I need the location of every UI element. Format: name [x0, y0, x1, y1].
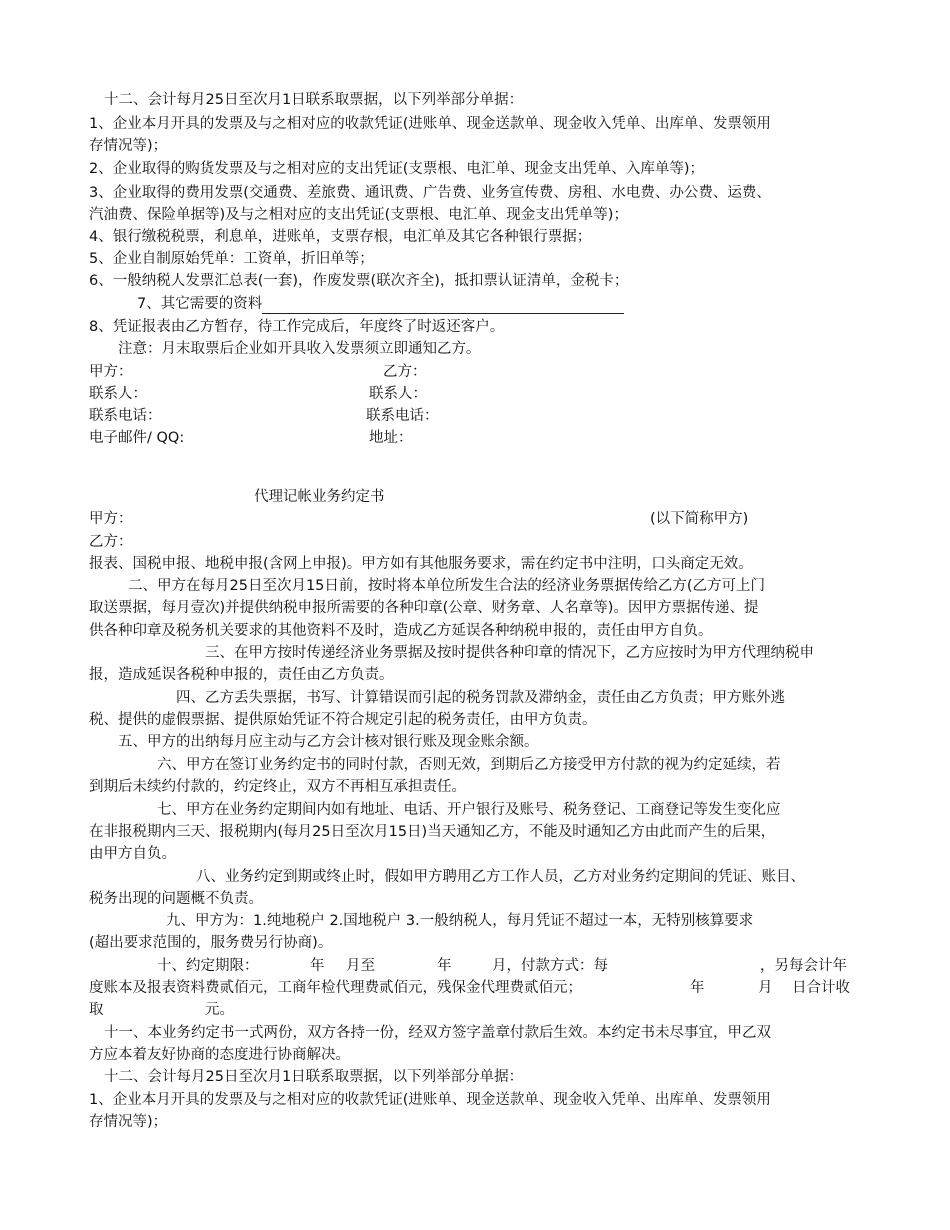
blank-month: 月至 — [346, 958, 375, 974]
clause-text: 七、甲方在业务约定期间内如有地址、电话、开户银行及账号、税务登记、工商登记等发生变化应 — [157, 802, 781, 818]
clause-text: 税、提供的虚假票据、提供原始凭证不符合规定引起的税务责任，由甲方负责。 — [89, 712, 597, 728]
list-item: 4、银行缴税税票，利息单，进账单，支票存根，电汇单及其它各种银行票据； — [89, 229, 592, 245]
note: 注意：月末取票后企业如开具收入发票须立即通知乙方。 — [118, 341, 481, 357]
clause-text: (超出要求范围的，服务费另行协商)。 — [89, 935, 333, 951]
clause-text: 五、甲方的出纳每月应主动与乙方会计核对银行账及现金账余额。 — [118, 734, 539, 750]
contract-party-a: 甲方： — [89, 511, 133, 527]
clause-text: 取 — [89, 1002, 104, 1018]
clause-text: 四、乙方丢失票据，书写、计算错误而引起的税务罚款及滞纳金，责任由乙方负责；甲方账外逃 — [176, 690, 785, 706]
email-a-label: 电子邮件/ QQ: — [89, 430, 185, 446]
list-item: 汽油费、保险单据等)及与之相对应的支出凭证(支票根、电汇单、现金支出凭单等)； — [89, 207, 628, 223]
blank-year: 年 — [310, 958, 325, 974]
list-item: 存情况等)； — [89, 138, 168, 154]
clause-text: 由甲方自负。 — [89, 846, 176, 862]
clause-text: 十一、本业务约定书一式两份，双方各持一份，经双方签字盖章付款后生效。本约定书未尽事宜，甲乙双 — [104, 1025, 771, 1041]
clause-text: 报，造成延误各税种申报的，责任由乙方负责。 — [89, 667, 394, 683]
clause-text: 月，付款方式：每 — [492, 958, 608, 974]
list-item: 5、企业自制原始凭单：工资单，折旧单等； — [89, 251, 374, 267]
clause-text: 度账本及报表资料费贰佰元，工商年检代理费贰佰元，残保金代理费贰佰元； — [89, 980, 582, 996]
clause-text: 元。 — [205, 1002, 234, 1018]
contact-a-label: 联系人： — [89, 386, 147, 402]
contract-party-a-note: (以下简称甲方) — [650, 511, 749, 527]
list-item: 8、凭证报表由乙方暂存，待工作完成后，年度终了时返还客户。 — [89, 319, 505, 335]
party-b-label: 乙方： — [383, 364, 427, 380]
list-item: 1、企业本月开具的发票及与之相对应的收款凭证(进账单、现金送款单、现金收入凭单、出库单、发票领用 — [89, 116, 771, 132]
list-item: 3、企业取得的费用发票(交通费、差旅费、通讯费、广告费、业务宣传费、房租、水电费、办公费、运费、 — [89, 185, 771, 201]
clause-text: 六、甲方在签订业务约定书的同时付款，否则无效，到期后乙方接受甲方付款的视为约定延续，若 — [157, 757, 781, 773]
contract-party-b: 乙方： — [89, 534, 133, 550]
phone-a-label: 联系电话： — [89, 408, 162, 424]
blank-year: 年 — [437, 958, 452, 974]
clause-text: 九、甲方为：1.纯地税户 2.国地税户 3.一般纳税人，每月凭证不超过一本，无特别核算要求 — [166, 913, 754, 929]
clause-text: 到期后未续约付款的，约定终止，双方不再相互承担责任。 — [89, 779, 466, 795]
clause-text: 在非报税期内三天、报税期内(每月25日至次月15日)当天通知乙方，不能及时通知乙方由此而产生的后果， — [89, 824, 776, 840]
clause-text: 十、约定期限： — [157, 958, 259, 974]
list-item: 6、一般纳税人发票汇总表(一套)，作废发票(联次齐全)，抵扣票认证清单，金税卡； — [89, 273, 629, 289]
clause-text: ，另每会计年 — [760, 958, 847, 974]
clause-text: 日合计收 — [792, 980, 850, 996]
list-item — [137, 294, 624, 314]
clause-text: 供各种印章及税务机关要求的其他资料不及时，造成乙方延误各种纳税申报的，责任由甲方自负。 — [89, 623, 713, 639]
contact-b-label: 联系人： — [369, 386, 427, 402]
list-item: 存情况等)； — [89, 1114, 168, 1130]
clause-text: 报表、国税申报、地税申报(含网上申报)。甲方如有其他服务要求，需在约定书中注明，口头商定无效。 — [89, 556, 753, 572]
clause-text: 方应本着友好协商的态度进行协商解决。 — [89, 1047, 350, 1063]
list-item-label: 7、其它需要的资料 — [137, 296, 263, 312]
list-item: 2、企业取得的购货发票及与之相对应的支出凭证(支票根、电汇单、现金支出凭单、入库单等)； — [89, 161, 705, 177]
blank-year: 年 — [690, 980, 705, 996]
phone-b-label: 联系电话： — [366, 408, 439, 424]
fill-line — [262, 299, 624, 314]
address-b-label: 地址： — [369, 430, 413, 446]
clause-text: 八、业务约定到期或终止时，假如甲方聘用乙方工作人员，乙方对业务约定期间的凭证、账目、 — [196, 869, 805, 885]
clause-text: 二、甲方在每月25日至次月15日前，按时将本单位所发生合法的经济业务票据传给乙方(乙方可上门 — [128, 578, 766, 594]
clause-text: 取送票据，每月壹次)并提供纳税申报所需要的各种印章(公章、财务章、人名章等)。因甲方票据传递、提 — [89, 600, 759, 616]
clause-text: 税务出现的问题概不负责。 — [89, 891, 263, 907]
section-heading: 十二、会计每月25日至次月1日联系取票据，以下列举部分单据： — [104, 1069, 524, 1085]
contract-title: 代理记帐业务约定书 — [254, 489, 385, 505]
party-a-label: 甲方： — [89, 364, 133, 380]
clause-text: 三、在甲方按时传递经济业务票据及按时提供各种印章的情况下，乙方应按时为甲方代理纳税申 — [205, 645, 814, 661]
list-item: 1、企业本月开具的发票及与之相对应的收款凭证(进账单、现金送款单、现金收入凭单、出库单、发票领用 — [89, 1092, 771, 1108]
blank-month: 月 — [758, 980, 773, 996]
section-heading: 十二、会计每月25日至次月1日联系取票据，以下列举部分单据： — [104, 92, 524, 108]
